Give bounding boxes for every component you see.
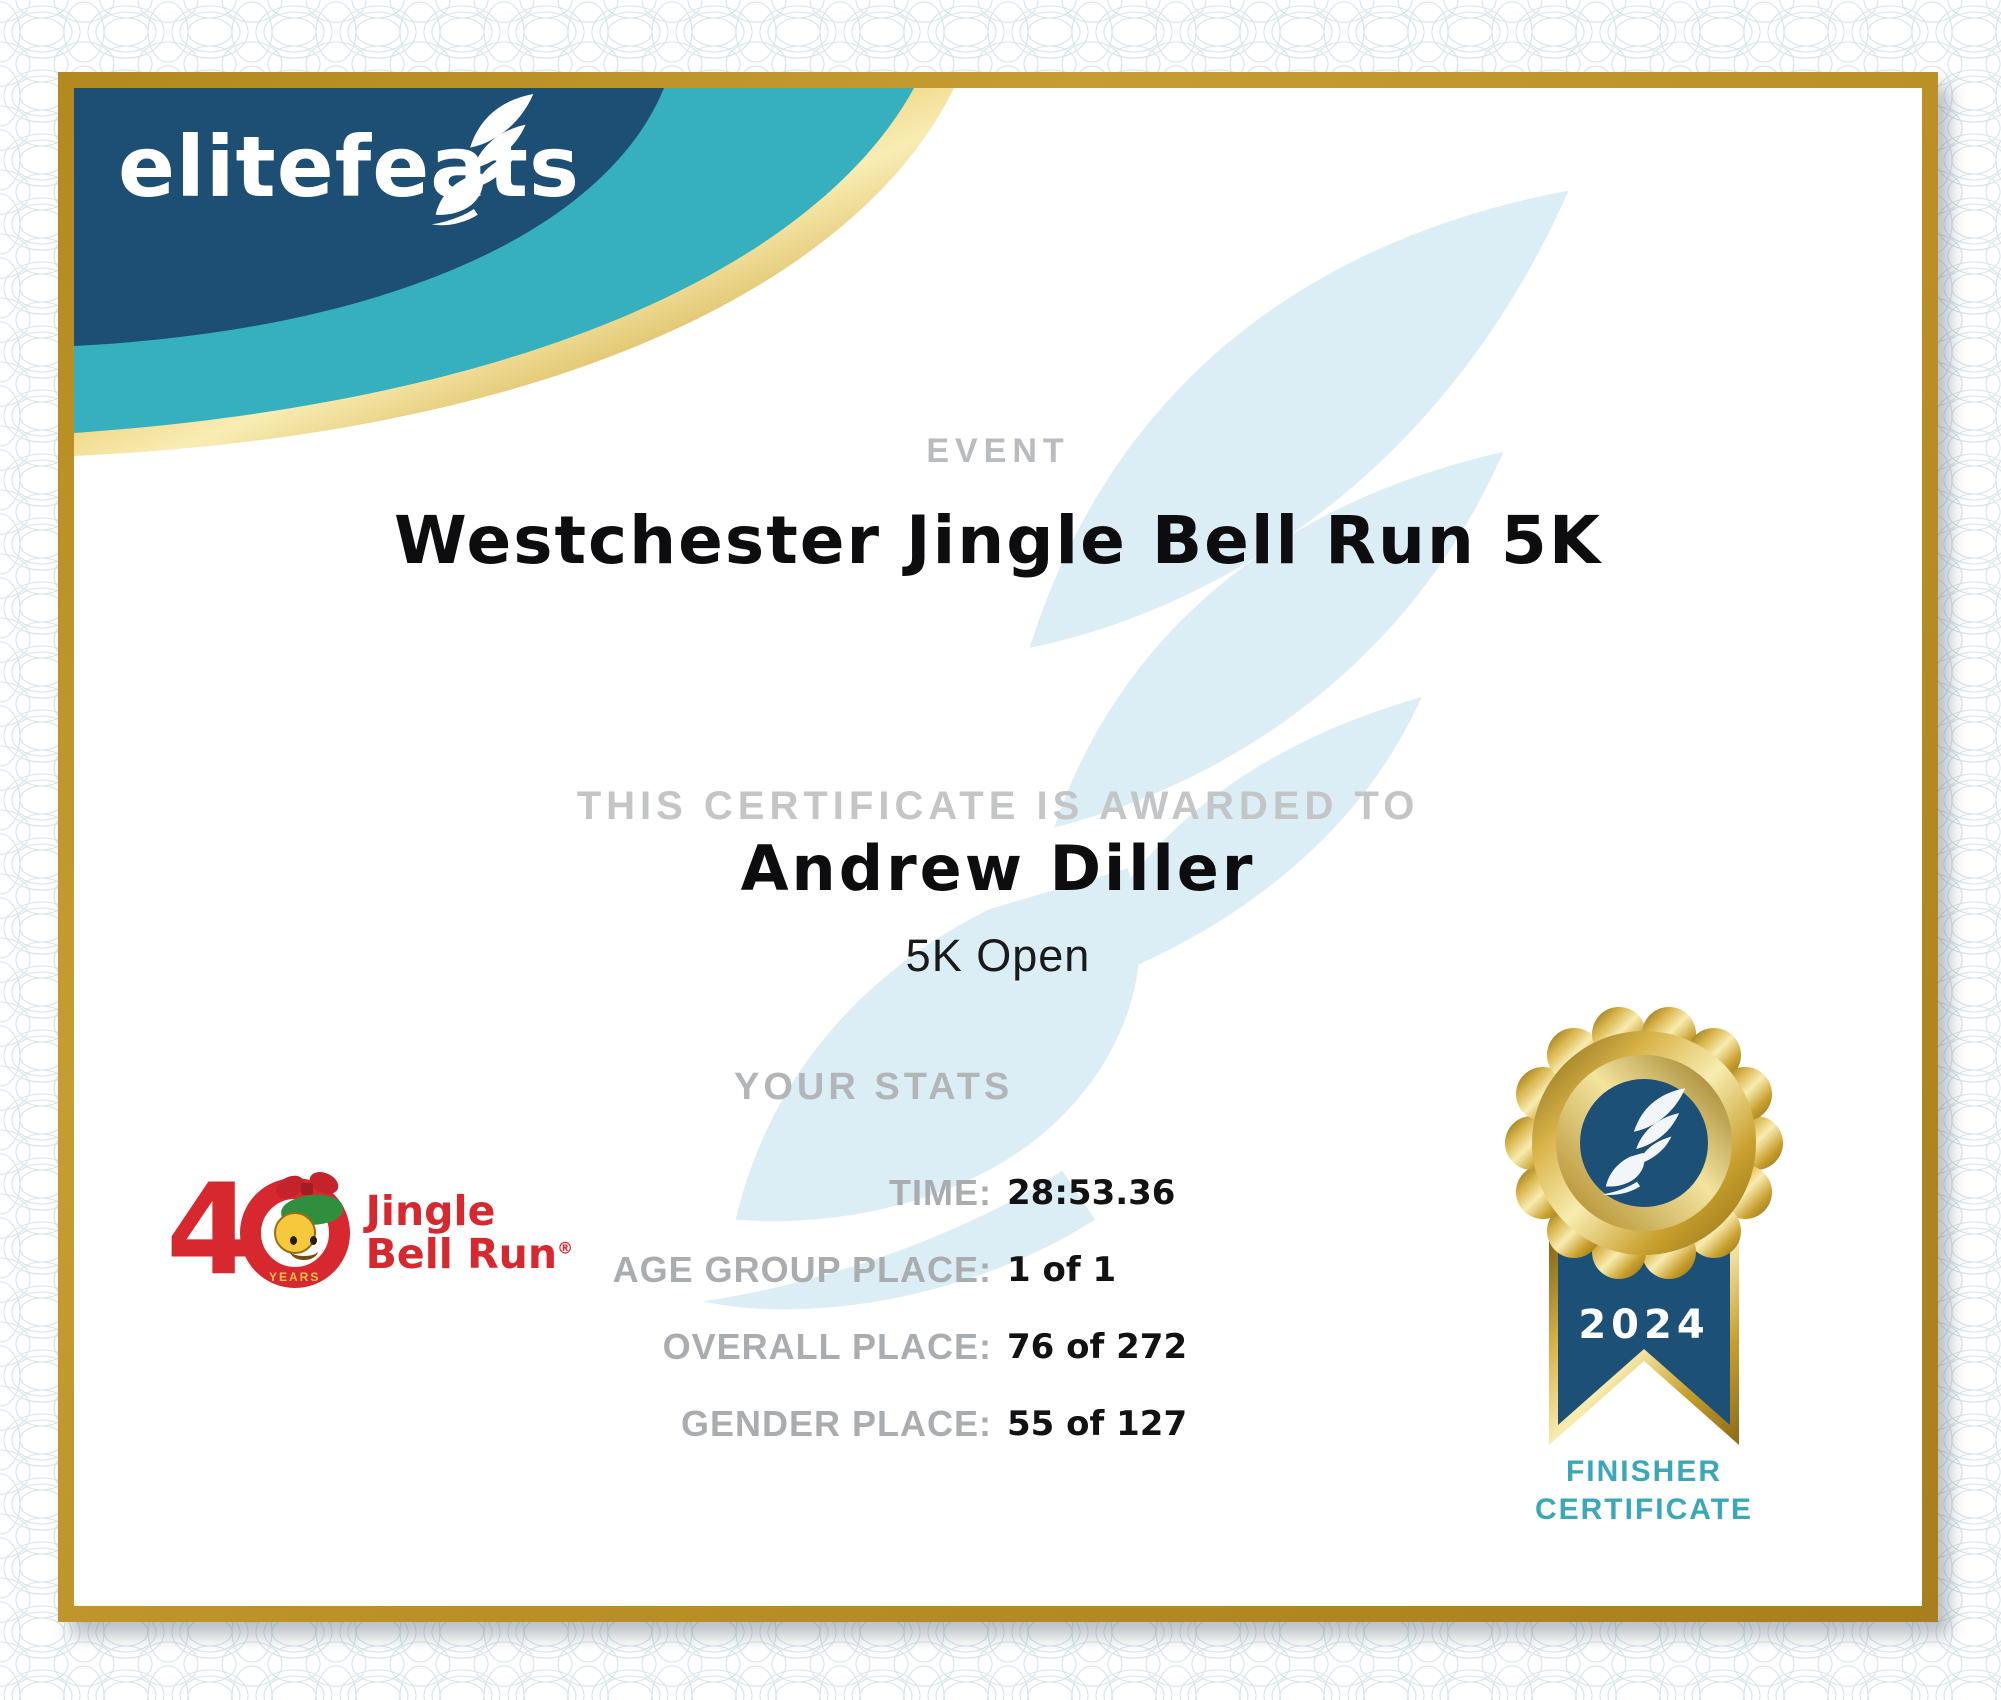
bell-smile — [290, 1242, 318, 1260]
certificate-body — [74, 88, 1922, 1606]
finisher-caption — [1469, 1453, 1819, 1529]
recipient-name: Andrew Diller — [740, 832, 1256, 905]
jingle-bell-run-logo — [166, 1156, 574, 1303]
awarded-to-label: THIS CERTIFICATE IS AWARDED TO — [576, 784, 1420, 828]
jbr-wordmark-line2: Bell Run® — [365, 1230, 574, 1279]
finisher-medal — [1494, 993, 1794, 1473]
brand-logo-text: elitefeats — [118, 118, 581, 216]
winged-foot-icon — [426, 90, 541, 234]
finisher-caption-line1: FINISHER — [1565, 1455, 1722, 1488]
stat-label-gender-place: GENDER PLACE: — [680, 1402, 992, 1444]
event-title: Westchester Jingle Bell Run 5K — [394, 502, 1602, 579]
gold-frame — [58, 72, 1938, 1622]
event-label: EVENT — [926, 432, 1070, 470]
jbr-number-4: 4 — [166, 1156, 254, 1303]
stats-heading: YOUR STATS — [734, 1066, 1014, 1108]
stat-value-gender-place: 55 of 127 — [1007, 1403, 1188, 1444]
jbr-years-label: YEARS — [269, 1270, 321, 1284]
division-name: 5K Open — [905, 930, 1091, 981]
stat-label-overall-place: OVERALL PLACE: — [662, 1325, 992, 1367]
stat-label-age-group-place: AGE GROUP PLACE: — [612, 1248, 992, 1290]
stat-value-age-group-place: 1 of 1 — [1007, 1249, 1117, 1290]
stat-label-time: TIME: — [889, 1171, 992, 1213]
bell-bow-knot — [301, 1183, 313, 1195]
medal-year: 2024 — [1578, 1302, 1710, 1348]
finisher-caption-line2: CERTIFICATE — [1534, 1493, 1754, 1527]
jbr-wordmark — [365, 1187, 574, 1279]
stat-value-time: 28:53.36 — [1007, 1172, 1176, 1213]
jbr-zero-ring — [240, 1178, 350, 1288]
stat-value-overall-place: 76 of 272 — [1007, 1326, 1188, 1367]
registered-mark: ® — [557, 1238, 574, 1258]
jbr-wordmark-line1: Jingle — [365, 1187, 496, 1235]
jingle-bell-character — [274, 1212, 316, 1254]
